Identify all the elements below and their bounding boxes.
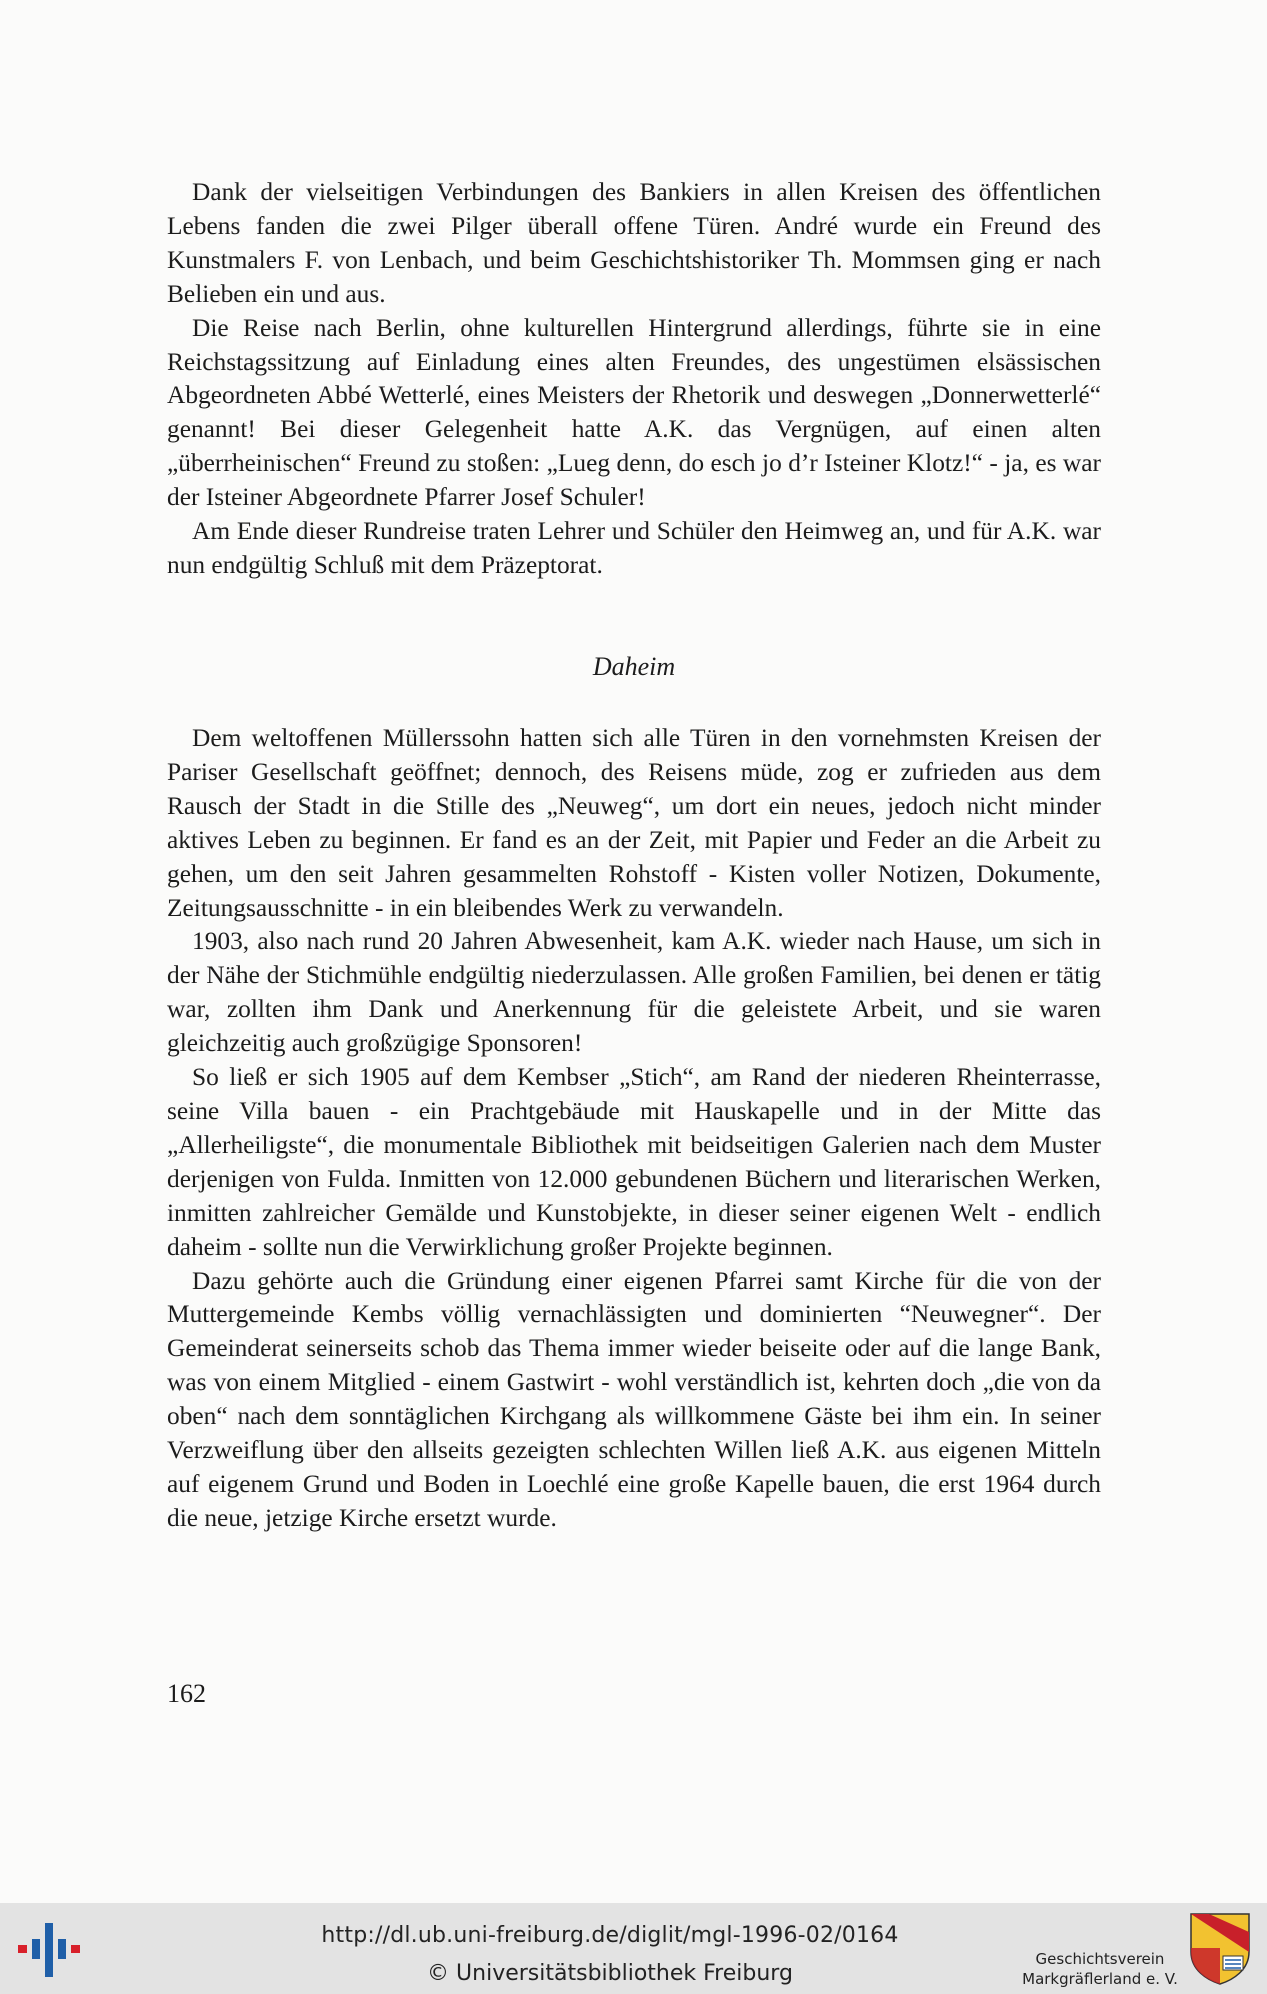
paragraph: So ließ er sich 1905 auf dem Kembser „Stich“, am Rand der niederen Rheinterrasse, seine Villa bauen - ein Prachtgebäude mit Hauskapelle und in der Mitte das „Allerheiligste“, die monumentale Bibliothek mit beidseitigen Galerien nach dem Muster derjenigen von Fulda. Inmitten von 12.000 gebundenen Büchern und literarischen Werken, inmitten zahlreicher Gemälde und Kunstobjekte, in dieser seiner eigenen Welt - endlich daheim - sollte nun die Verwirklichung großer Projekte beginnen. [167, 1063, 1101, 1261]
paragraph: 1903, also nach rund 20 Jahren Abwesenheit, kam A.K. wieder nach Hause, um sich in der Nähe der Stichmühle endgültig niederzulassen. Alle großen Familien, bei denen er tätig war, zollten ihm Dank und Anerkennung für die geleistete Arbeit, und sie waren gleichzeitig auch großzügige Sponsoren! [167, 927, 1101, 1058]
text-block-top [167, 176, 1101, 583]
footer-copyright: © Universitätsbibliothek Freiburg [427, 1961, 793, 1986]
society-line-2: Markgräflerland e. V. [1022, 1970, 1178, 1988]
paragraph: Dazu gehörte auch die Gründung einer eigenen Pfarrei samt Kirche für die von der Muttergemeinde Kembs völlig vernachlässigten und dominierten “Neuwegner“. Der Gemeinderat seinerseits schob das Thema immer wieder beiseite oder auf die lange Bank, was von einem Mitglied - einem Gastwirt - wohl verständlich ist, kehrten doch „die von da oben“ nach dem sonntäglichen Kirchgang als willkommene Gäste bei ihm ein. In seiner Verzweiflung über den allseits gezeigten schlechten Willen ließ A.K. aus eigenen Mitteln auf eigenem Grund und Boden in Loechlé eine große Kapelle bauen, die erst 1964 durch die neue, jetzige Kirche ersetzt wurde. [167, 1266, 1101, 1532]
footer-bar [0, 1903, 1267, 1994]
ub-freiburg-logo-icon[interactable] [16, 1915, 84, 1983]
society-line-1: Geschichtsverein [1035, 1950, 1165, 1968]
footer-url-link[interactable]: http://dl.ub.uni-freiburg.de/diglit/mgl-1996-02/0164 [321, 1923, 899, 1948]
society-name [1010, 1949, 1190, 1989]
paragraph: Dank der vielseitigen Verbindungen des Bankiers in allen Kreisen des öffentlichen Lebens fanden die zwei Pilger überall offene Türen. André wurde ein Freund des Kunstmalers F. von Lenbach, und beim Geschichtshistoriker Th. Mommsen ging er nach Belieben ein und aus. [167, 178, 1101, 308]
coat-of-arms-icon [1189, 1912, 1251, 1986]
page-number: 162 [167, 1679, 206, 1708]
text-block-bottom [167, 722, 1101, 1536]
section-heading: Daheim [592, 652, 676, 681]
paragraph: Dem weltoffenen Müllerssohn hatten sich alle Türen in den vornehmsten Kreisen der Pariser Gesellschaft geöffnet; dennoch, des Reisens müde, zog er zufrieden aus dem Rausch der Stadt in die Stille des „Neuweg“, um dort ein neues, jedoch nicht minder aktives Leben zu beginnen. Er fand es an der Zeit, mit Papier und Feder an die Arbeit zu gehen, um den seit Jahren gesammelten Rohstoff - Kisten voller Notizen, Dokumente, Zeitungsausschnitte - in ein bleibendes Werk zu verwandeln. [167, 724, 1101, 922]
paragraph: Am Ende dieser Rundreise traten Lehrer und Schüler den Heimweg an, und für A.K. war nun endgültig Schluß mit dem Präzeptorat. [167, 517, 1101, 579]
paragraph: Die Reise nach Berlin, ohne kulturellen Hintergrund allerdings, führte sie in eine Reichstagssitzung auf Einladung eines alten Freundes, des ungestümen elsässischen Abgeordneten Abbé Wetterlé, eines Meisters der Rhetorik und deswegen „Donnerwetterlé“ genannt! Bei dieser Gelegenheit hatte A.K. das Vergnügen, auf einen alten „überrheinischen“ Freund zu stoßen: „Lueg denn, do esch jo d’r Isteiner Klotz!“ - ja, es war der Isteiner Abgeordnete Pfarrer Josef Schuler! [167, 313, 1101, 512]
